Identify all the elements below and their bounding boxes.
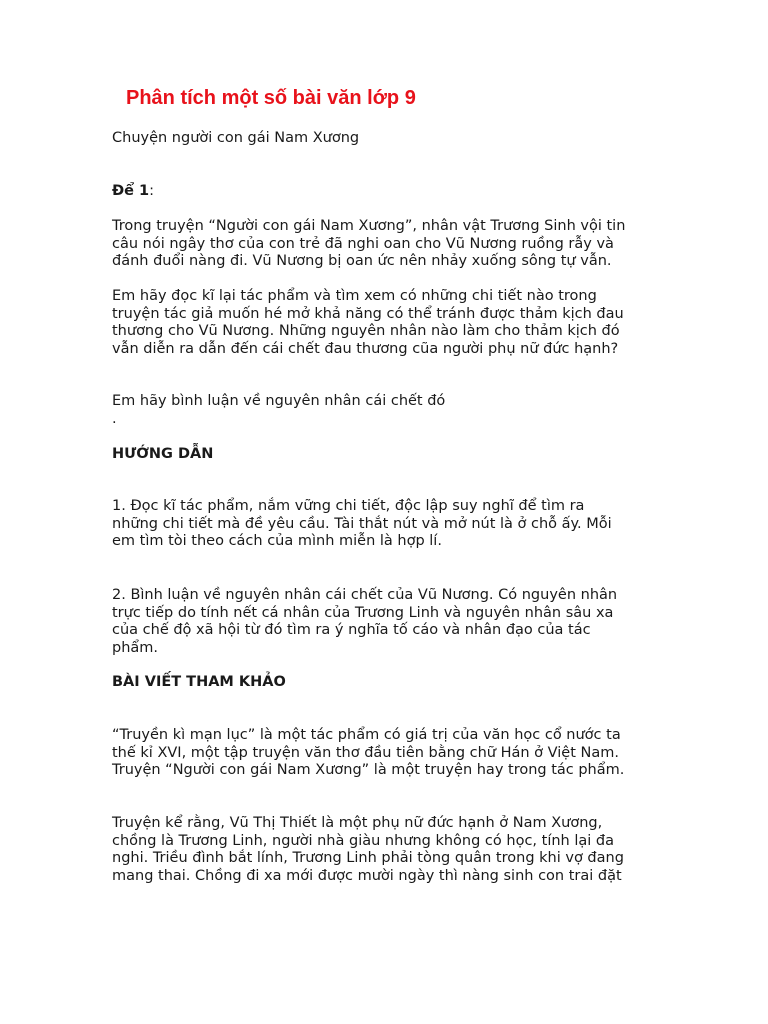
paragraph-line: . (112, 410, 117, 427)
paragraph-line: nghi. Triều đình bắt lính, Trương Linh phải tòng quân trong khi vợ đang (112, 850, 624, 866)
paragraph-line: Em hãy đọc kĩ lại tác phẩm và tìm xem có những chi tiết nào trong (112, 288, 597, 304)
paragraph-line: 1. Đọc kĩ tác phẩm, nắm vững chi tiết, độc lập suy nghĩ để tìm ra (112, 498, 585, 514)
paragraph-line: “Truyền kì mạn lục” là một tác phẩm có giá trị của văn học cổ nước ta (112, 727, 621, 743)
guide-item-1 (112, 498, 672, 551)
document-subtitle: Chuyện người con gái Nam Xương (112, 130, 360, 146)
paragraph-line: đánh đuổi nàng đi. Vũ Nương bị oan ức nên nhảy xuống sông tự vẫn. (112, 253, 612, 269)
paragraph-line: phẩm. (112, 639, 159, 656)
document-title: Phân tích một số bài văn lớp 9 (126, 87, 416, 109)
comment-paragraph (112, 393, 672, 428)
paragraph-line: Truyện “Người con gái Nam Xương” là một truyện hay trong tác phẩm. (112, 762, 625, 778)
paragraph-line: em tìm tòi theo cách của mình miễn là hợp lí. (112, 533, 442, 549)
paragraph-line: truyện tác giả muốn hé mở khả năng có thể tránh được thảm kịch đau (112, 305, 624, 322)
guide-item-2 (112, 587, 672, 657)
reference-paragraph-1 (112, 727, 672, 780)
paragraph-line: mang thai. Chồng đi xa mới được mười ngày thì nàng sinh con trai đặt (112, 867, 622, 884)
exercise-label (112, 183, 154, 199)
exercise-number: Để 1 (112, 183, 150, 199)
paragraph-line: Truyện kể rằng, Vũ Thị Thiết là một phụ nữ đức hạnh ở Nam Xương, (112, 815, 603, 831)
paragraph-line: vẫn diễn ra dẫn đến cái chết đau thương cũa người phụ nữ đức hạnh? (112, 340, 619, 357)
paragraph-line: thương cho Vũ Nương. Những nguyên nhân nào làm cho thảm kịch đó (112, 323, 620, 339)
reference-heading: BÀI VIẾT THAM KHẢO (112, 674, 286, 690)
paragraph-line: Trong truyện “Người con gái Nam Xương”, nhân vật Trương Sinh vội tin (112, 218, 626, 234)
paragraph-line: của chế độ xã hội từ đó tìm ra ý nghĩa tố cáo và nhân đạo của tác (112, 622, 591, 638)
paragraph-line: Em hãy bình luận về nguyên nhân cái chết đó (112, 393, 446, 409)
reference-paragraph-2 (112, 815, 672, 885)
paragraph-line: câu nói ngây thơ của con trẻ đã nghi oan cho Vũ Nương ruồng rẫy và (112, 235, 614, 252)
paragraph-line: thế kỉ XVI, một tập truyện văn thơ đầu tiên bằng chữ Hán ở Việt Nam. (112, 744, 619, 761)
paragraph-line: 2. Bình luận về nguyên nhân cái chết của Vũ Nương. Có nguyên nhân (112, 587, 618, 603)
paragraph-line: chồng là Trương Linh, người nhà giàu nhưng không có học, tính lại đa (112, 832, 614, 849)
paragraph-line: trực tiếp do tính nết cá nhân của Trương Linh và nguyên nhân sâu xa (112, 604, 614, 621)
question-paragraph (112, 288, 672, 358)
paragraph-line: những chi tiết mà đề yêu cầu. Tài thắt nút và mở nút là ở chỗ ấy. Mỗi (112, 515, 612, 532)
intro-paragraph (112, 218, 672, 271)
guide-heading: HƯỚNG DẪN (112, 446, 214, 462)
exercise-colon: : (149, 183, 155, 199)
